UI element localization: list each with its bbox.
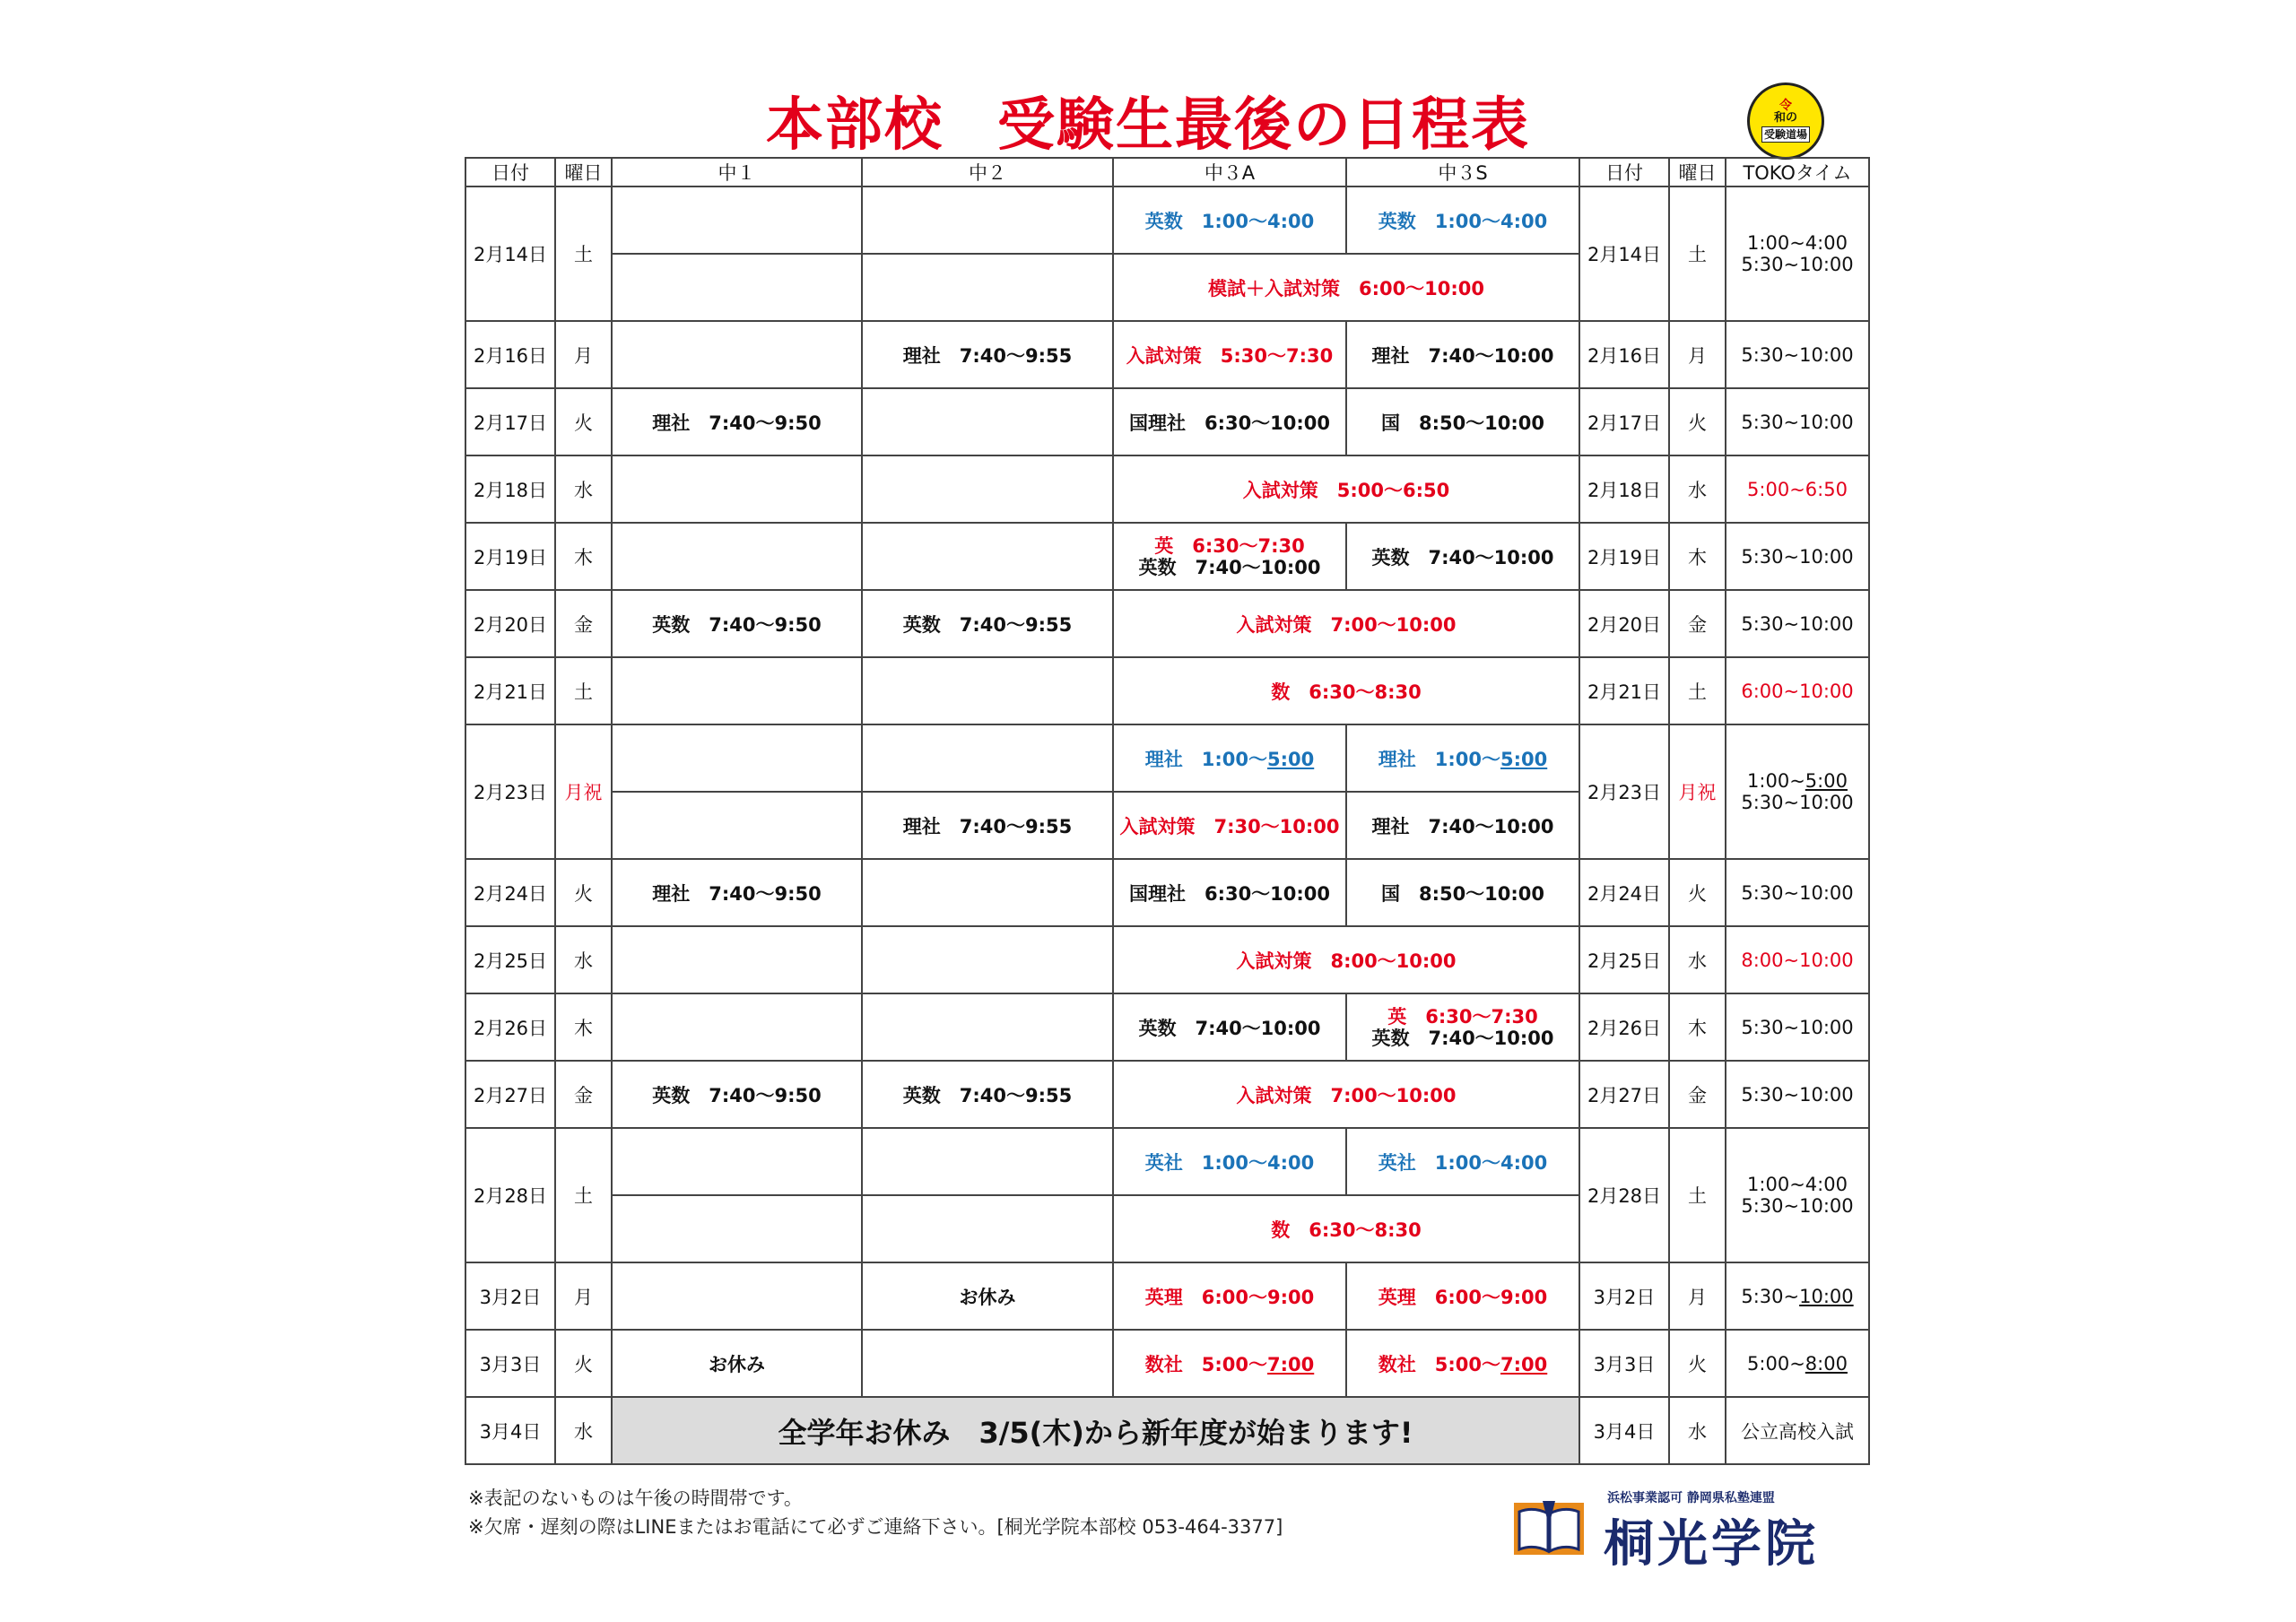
table-row (465, 1061, 1869, 1128)
toko-cell: 5:30~10:00 (1726, 388, 1869, 455)
grade3-merged-cell: 入試対策 7:00～10:00 (1113, 590, 1579, 657)
grade3a-cell: 国理社 6:30～10:00 (1113, 388, 1346, 455)
class-time-underlined: 5:00 (1267, 748, 1315, 770)
grade2-cell (862, 186, 1113, 254)
date-cell: 2月24日 (465, 859, 555, 926)
table-row (465, 590, 1869, 657)
header-row (465, 158, 1869, 186)
date-cell-right: 2月25日 (1579, 926, 1669, 993)
weekday-cell-right: 月 (1669, 321, 1726, 388)
toko-cell: 5:30~10:00 (1726, 1061, 1869, 1128)
logo-subtitle: 浜松事業認可 静岡県私塾連盟 (1607, 1491, 1775, 1505)
grade1-cell (612, 321, 862, 388)
date-cell: 2月17日 (465, 388, 555, 455)
grade3-merged-cell: 数 6:30～8:30 (1113, 1195, 1579, 1262)
grade3-merged-cell: 入試対策 7:00～10:00 (1113, 1061, 1579, 1128)
toko-cell: 5:30~10:00 (1726, 321, 1869, 388)
grade1-cell: 理社 7:40～9:50 (612, 388, 862, 455)
toko-cell (1726, 1330, 1869, 1397)
grade3s-cell: 国 8:50～10:00 (1346, 859, 1579, 926)
date-cell-right: 2月21日 (1579, 657, 1669, 724)
grade2-cell: お休み (862, 1262, 1113, 1330)
grade3a-cell (1113, 523, 1346, 590)
grade3-merged-cell: 入試対策 8:00～10:00 (1113, 926, 1579, 993)
grade2-cell (862, 724, 1113, 792)
grade3a-cell: 入試対策 5:30～7:30 (1113, 321, 1346, 388)
page-title (0, 79, 2296, 161)
grade1-cell: 英数 7:40～9:50 (612, 1061, 862, 1128)
weekday-cell-right: 火 (1669, 388, 1726, 455)
toko-cell (1726, 724, 1869, 859)
toko-time-underlined: 10:00 (1799, 1285, 1854, 1307)
date-cell-right: 2月27日 (1579, 1061, 1669, 1128)
schedule-table (465, 157, 1870, 1465)
weekday-cell: 月 (555, 1262, 612, 1330)
date-cell-right: 2月26日 (1579, 993, 1669, 1061)
toko-cell (1726, 186, 1869, 321)
weekday-cell: 火 (555, 388, 612, 455)
grade2-cell (862, 1195, 1113, 1262)
weekday-cell: 土 (555, 186, 612, 321)
grade3a-cell: 英数 1:00～4:00 (1113, 186, 1346, 254)
date-cell: 3月4日 (465, 1397, 555, 1464)
toko-cell: 6:00~10:00 (1726, 657, 1869, 724)
grade3a-cell: 英社 1:00～4:00 (1113, 1128, 1346, 1195)
weekday-cell: 木 (555, 523, 612, 590)
toko-cell: 5:30~10:00 (1726, 993, 1869, 1061)
table-row (465, 993, 1869, 1061)
weekday-cell-right: 月祝 (1669, 724, 1726, 859)
weekday-cell-right: 金 (1669, 590, 1726, 657)
grade3s-cell: 英理 6:00～9:00 (1346, 1262, 1579, 1330)
grade1-cell (612, 657, 862, 724)
grade2-cell (862, 254, 1113, 321)
weekday-cell: 火 (555, 1330, 612, 1397)
header-toko-time: TOKOタイム (1726, 158, 1869, 186)
weekday-cell-right: 土 (1669, 657, 1726, 724)
footnote-line: ※表記のないものは午後の時間帯です。 (468, 1488, 803, 1509)
header-grade3a: 中３A (1113, 158, 1346, 186)
header-date: 日付 (465, 158, 555, 186)
header-date-right: 日付 (1579, 158, 1669, 186)
date-cell-right: 2月24日 (1579, 859, 1669, 926)
table-row (465, 859, 1869, 926)
badge-text: 受験道場 (1761, 126, 1810, 143)
class-time: 英数 7:40～10:00 (1371, 1027, 1554, 1049)
table-row (465, 1397, 1869, 1464)
toko-time: 1:00~4:00 (1747, 232, 1848, 254)
date-cell: 2月25日 (465, 926, 555, 993)
grade2-cell: 英数 7:40～9:55 (862, 1061, 1113, 1128)
book-pen-icon (1512, 1499, 1586, 1557)
weekday-cell-right: 土 (1669, 1128, 1726, 1262)
grade1-cell (612, 993, 862, 1061)
closure-banner: 全学年お休み 3/5(木)から新年度が始まります! (612, 1397, 1579, 1464)
toko-cell (1726, 1128, 1869, 1262)
date-cell-right: 3月3日 (1579, 1330, 1669, 1397)
grade3s-cell: 英数 7:40～10:00 (1346, 523, 1579, 590)
date-cell-right: 2月23日 (1579, 724, 1669, 859)
weekday-cell-right: 木 (1669, 993, 1726, 1061)
toko-time (1726, 770, 1868, 792)
date-cell: 2月26日 (465, 993, 555, 1061)
grade3s-cell (1346, 724, 1579, 792)
weekday-cell: 土 (555, 657, 612, 724)
logo-name: 桐光学院 (1604, 1515, 1819, 1574)
toko-time: 5:30~10:00 (1741, 254, 1854, 275)
date-cell: 2月27日 (465, 1061, 555, 1128)
grade3a-cell (1113, 724, 1346, 792)
toko-cell: 8:00~10:00 (1726, 926, 1869, 993)
title-main: 受験生最後の日程表 (997, 92, 1530, 159)
grade1-cell (612, 455, 862, 523)
toko-cell (1726, 1262, 1869, 1330)
grade1-cell (612, 254, 862, 321)
header-grade1: 中１ (612, 158, 862, 186)
date-cell: 3月3日 (465, 1330, 555, 1397)
table-row (465, 455, 1869, 523)
class-time: 理社 1:00～ (1378, 748, 1500, 770)
date-cell: 2月21日 (465, 657, 555, 724)
grade1-cell (612, 926, 862, 993)
table-row (465, 1330, 1869, 1397)
dojo-badge-logo (1747, 82, 1824, 160)
table-row (465, 724, 1869, 792)
date-cell: 2月23日 (465, 724, 555, 859)
toko-time: 5:00~ (1747, 1352, 1805, 1375)
grade2-cell (862, 1128, 1113, 1195)
grade2-cell (862, 859, 1113, 926)
footnotes (468, 1484, 1283, 1541)
weekday-cell-right: 火 (1669, 859, 1726, 926)
grade3s-cell: 理社 7:40～10:00 (1346, 321, 1579, 388)
table-row (465, 1128, 1869, 1195)
date-cell-right: 2月28日 (1579, 1128, 1669, 1262)
grade2-cell: 理社 7:40～9:55 (862, 792, 1113, 859)
weekday-cell-right: 水 (1669, 1397, 1726, 1464)
date-cell-right: 2月18日 (1579, 455, 1669, 523)
date-cell: 2月20日 (465, 590, 555, 657)
date-cell: 2月28日 (465, 1128, 555, 1262)
grade3a-cell: 国理社 6:30～10:00 (1113, 859, 1346, 926)
date-cell: 2月19日 (465, 523, 555, 590)
toko-time: 5:30~ (1741, 1285, 1800, 1307)
grade3a-cell (1113, 1330, 1346, 1397)
class-time-underlined: 7:00 (1500, 1353, 1548, 1375)
grade1-cell: 理社 7:40～9:50 (612, 859, 862, 926)
grade2-cell (862, 1330, 1113, 1397)
grade3s-cell: 理社 7:40～10:00 (1346, 792, 1579, 859)
table-row (465, 523, 1869, 590)
grade3s-cell: 国 8:50～10:00 (1346, 388, 1579, 455)
weekday-cell: 土 (555, 1128, 612, 1262)
grade3s-cell (1346, 1330, 1579, 1397)
grade3s-cell: 英社 1:00～4:00 (1346, 1128, 1579, 1195)
date-cell-right: 2月16日 (1579, 321, 1669, 388)
footnote-line: ※欠席・遅刻の際はLINEまたはお電話にて必ずご連絡下さい。[桐光学院本部校 053-464-3377] (468, 1516, 1283, 1538)
grade3s-cell: 英数 1:00～4:00 (1346, 186, 1579, 254)
grade1-cell (612, 1128, 862, 1195)
weekday-cell: 金 (555, 590, 612, 657)
table-row (465, 1262, 1869, 1330)
grade2-cell (862, 455, 1113, 523)
date-cell-right: 3月4日 (1579, 1397, 1669, 1464)
class-time: 数社 5:00～ (1378, 1353, 1500, 1375)
class-time-underlined: 7:00 (1267, 1353, 1315, 1375)
table-row (465, 321, 1869, 388)
grade3s-cell (1346, 993, 1579, 1061)
weekday-cell: 火 (555, 859, 612, 926)
class-time: 理社 1:00～ (1144, 748, 1267, 770)
table-row (465, 926, 1869, 993)
grade1-cell (612, 186, 862, 254)
weekday-cell-right: 月 (1669, 1262, 1726, 1330)
grade3-merged-cell: 模試＋入試対策 6:00～10:00 (1113, 254, 1579, 321)
grade1-cell (612, 523, 862, 590)
badge-text: 和の (1773, 111, 1797, 125)
date-cell: 3月2日 (465, 1262, 555, 1330)
toko-cell: 5:30~10:00 (1726, 859, 1869, 926)
toko-time: 1:00~4:00 (1747, 1174, 1848, 1195)
class-time-underlined: 5:00 (1500, 748, 1548, 770)
class-time: 英 6:30～7:30 (1387, 1005, 1538, 1028)
grade1-cell (612, 724, 862, 792)
grade1-cell: 英数 7:40～9:50 (612, 590, 862, 657)
weekday-cell: 金 (555, 1061, 612, 1128)
grade1-cell (612, 1262, 862, 1330)
toko-time-underlined: 5:00 (1805, 770, 1848, 792)
grade2-cell: 英数 7:40～9:55 (862, 590, 1113, 657)
grade1-cell (612, 792, 862, 859)
weekday-cell-right: 土 (1669, 186, 1726, 321)
weekday-cell-right: 金 (1669, 1061, 1726, 1128)
weekday-cell: 水 (555, 1397, 612, 1464)
header-weekday: 曜日 (555, 158, 612, 186)
date-cell-right: 2月19日 (1579, 523, 1669, 590)
weekday-cell-right: 火 (1669, 1330, 1726, 1397)
class-time: 数社 5:00～ (1144, 1353, 1267, 1375)
weekday-cell-right: 水 (1669, 926, 1726, 993)
title-campus: 本部校 (766, 92, 944, 159)
toko-cell: 5:00~6:50 (1726, 455, 1869, 523)
toko-cell: 5:30~10:00 (1726, 523, 1869, 590)
grade3-merged-cell: 数 6:30～8:30 (1113, 657, 1579, 724)
toko-time: 5:30~10:00 (1741, 792, 1854, 813)
grade2-cell (862, 657, 1113, 724)
toko-cell: 5:30~10:00 (1726, 590, 1869, 657)
grade1-cell (612, 1195, 862, 1262)
date-cell: 2月14日 (465, 186, 555, 321)
school-logo (1512, 1488, 1853, 1574)
grade3a-cell: 英理 6:00～9:00 (1113, 1262, 1346, 1330)
badge-text: 令 (1779, 99, 1792, 113)
grade3-merged-cell: 入試対策 5:00～6:50 (1113, 455, 1579, 523)
date-cell-right: 2月17日 (1579, 388, 1669, 455)
table-row (465, 657, 1869, 724)
weekday-cell: 月祝 (555, 724, 612, 859)
grade2-cell (862, 388, 1113, 455)
grade3a-cell: 英数 7:40～10:00 (1113, 993, 1346, 1061)
weekday-cell: 水 (555, 926, 612, 993)
header-grade2: 中２ (862, 158, 1113, 186)
weekday-cell: 木 (555, 993, 612, 1061)
toko-time-underlined: 8:00 (1805, 1352, 1848, 1375)
grade1-cell: お休み (612, 1330, 862, 1397)
date-cell-right: 2月14日 (1579, 186, 1669, 321)
grade2-cell (862, 926, 1113, 993)
grade2-cell: 理社 7:40～9:55 (862, 321, 1113, 388)
header-grade3s: 中３S (1346, 158, 1579, 186)
weekday-cell-right: 水 (1669, 455, 1726, 523)
date-cell-right: 2月20日 (1579, 590, 1669, 657)
grade2-cell (862, 523, 1113, 590)
table-row (465, 186, 1869, 254)
table-row (465, 388, 1869, 455)
header-weekday-right: 曜日 (1669, 158, 1726, 186)
class-time: 英 6:30～7:30 (1154, 534, 1305, 557)
toko-time: 5:30~10:00 (1741, 1195, 1854, 1217)
weekday-cell: 月 (555, 321, 612, 388)
date-cell: 2月16日 (465, 321, 555, 388)
grade2-cell (862, 993, 1113, 1061)
toko-cell: 公立高校入試 (1726, 1397, 1869, 1464)
class-time: 英数 7:40～10:00 (1138, 556, 1321, 578)
weekday-cell-right: 木 (1669, 523, 1726, 590)
grade3a-cell: 入試対策 7:30～10:00 (1113, 792, 1346, 859)
date-cell: 2月18日 (465, 455, 555, 523)
date-cell-right: 3月2日 (1579, 1262, 1669, 1330)
toko-time-part: 1:00~ (1747, 770, 1805, 792)
weekday-cell: 水 (555, 455, 612, 523)
